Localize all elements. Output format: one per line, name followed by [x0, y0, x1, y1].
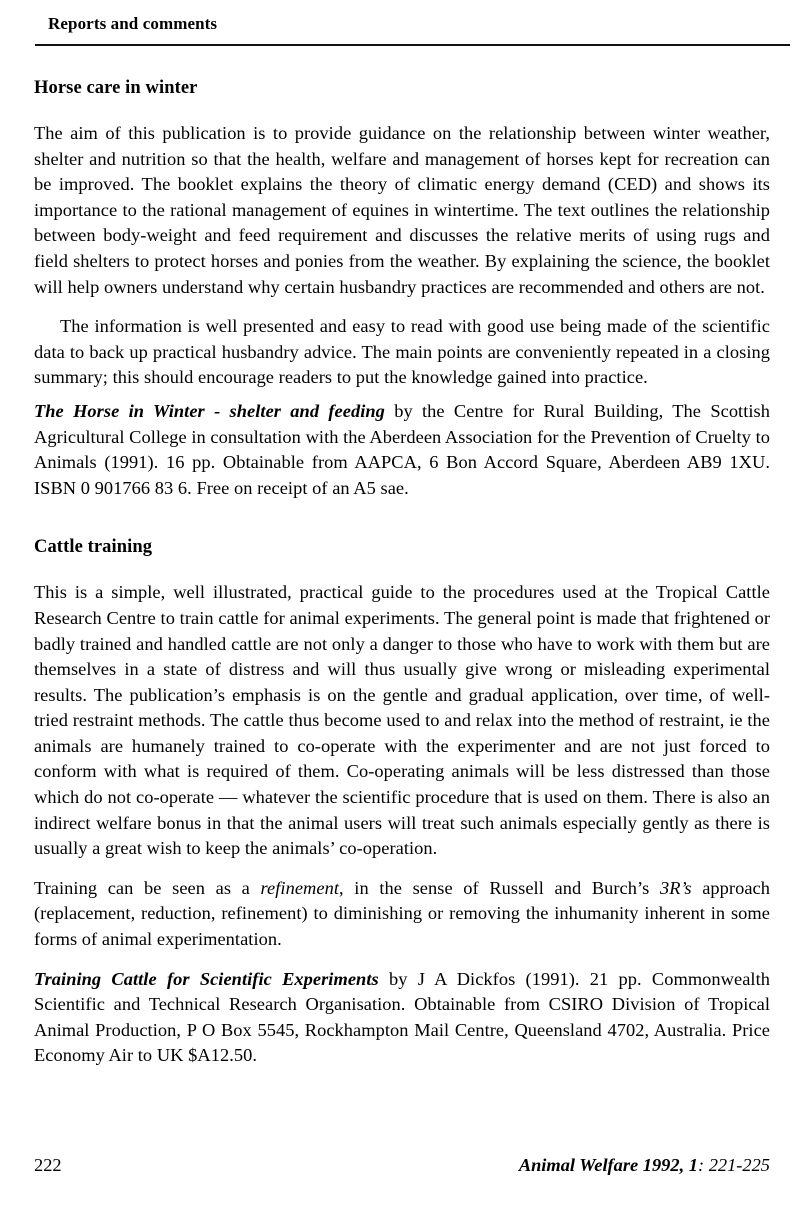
reference-spacer-2: [34, 953, 770, 967]
page-number: 222: [34, 1155, 62, 1175]
paragraph-cattle-1: This is a simple, well illustrated, practical guide to the procedures used at the Tropical Cattle Research Centre to train cattle for animal experiments. The general point is made that frightened or badly trained and handled cattle are not only a danger to those who have to work with them but are themselves in a state of distress and will thus usually give wrong or misleading experimental results. The publication’s emphasis is on the gentle and gradual application, over time, of well-tried restraint methods. The cattle thus become used to and relax into the method of restraint, ie the animals are humanely trained to co-operate with the experimenter and are not just forced to conform with what is required of them. Co-operating animals will be less distressed than those which do not co-operate — whatever the scientific procedure that is used on them. There is also an indirect welfare bonus in that the animal users will treat such animals especially gently as there is usually a great wish to keep the animals’ co-operation.: [34, 582, 770, 859]
refinement-text-part1: Training can be seen as a: [34, 877, 261, 898]
journal-title-year: Animal Welfare 1992, 1: [518, 1155, 698, 1175]
reference-detail-cattle: by J A Dickfos (1991). 21 pp. Commonwealth Scientific and Technical Research Organisation. Obtainable from CSIRO Division of Tropical Animal Production, P O Box 5545, Rockhampton Mail Centre, Queensland 4702, Australia. Price Economy Air to UK $A12.50.: [34, 968, 770, 1066]
reference-cattle: [34, 967, 770, 1069]
reference-title-cattle: Training Cattle for Scientific Experiments: [34, 968, 379, 989]
running-head: Reports and comments: [48, 14, 218, 33]
paragraph-spacer: [34, 300, 770, 314]
header-rule: [35, 44, 790, 46]
journal-page-range: : 221-225: [697, 1155, 770, 1175]
paragraph-cattle-refinement: [34, 876, 770, 953]
reference-title-horse: The Horse in Winter - shelter and feeding: [34, 400, 385, 421]
section-heading-horse-care: Horse care in winter: [34, 78, 198, 98]
page-footer: [34, 1155, 770, 1176]
refinement-text-part3: approach (replacement, reduction, refinement) to diminishing or removing the inhumanity inherent in some forms of animal experimentation.: [34, 877, 771, 950]
text-column: [34, 78, 770, 1069]
paragraph-horse-2: The information is well presented and easy to read with good use being made of the scientific data to back up practical husbandry advice. The main points are conveniently repeated in a closing summary; this should encourage readers to put the knowledge gained into practice.: [34, 316, 770, 388]
paragraph-horse-1: The aim of this publication is to provide guidance on the relationship between winter weather, shelter and nutrition so that the health, welfare and management of horses kept for recreation can be improved. The booklet explains the theory of climatic energy demand (CED) and shows its importance to the rational management of equines in wintertime. The text outlines the relationship between body-weight and feed requirement and discusses the relative merits of using rugs and field shelters to protect horses and ponies from the weather. By explaining the science, the booklet will help owners understand why certain husbandry practices are recommended and others are not.: [34, 123, 770, 297]
refinement-emphasis-refinement: refinement: [260, 877, 339, 898]
reference-horse: [34, 399, 770, 501]
paragraph-spacer-2: [34, 862, 770, 876]
reference-detail-horse: by the Centre for Rural Building, The Scottish Agricultural College in consultation with the Aberdeen Association for the Prevention of Cruelty to Animals (1991). 16 pp. Obtainable from AAPCA, 6 Bon Accord Square, Aberdeen AB9 1XU. ISBN 0 901766 83 6. Free on receipt of an A5 sae.: [34, 400, 770, 498]
refinement-emphasis-3rs: 3R’s: [660, 877, 692, 898]
section-heading-cattle-training: Cattle training: [34, 537, 153, 558]
journal-citation: [519, 1155, 770, 1176]
reference-spacer: [34, 391, 770, 399]
refinement-text-part2: , in the sense of Russell and Burch’s: [339, 877, 661, 898]
